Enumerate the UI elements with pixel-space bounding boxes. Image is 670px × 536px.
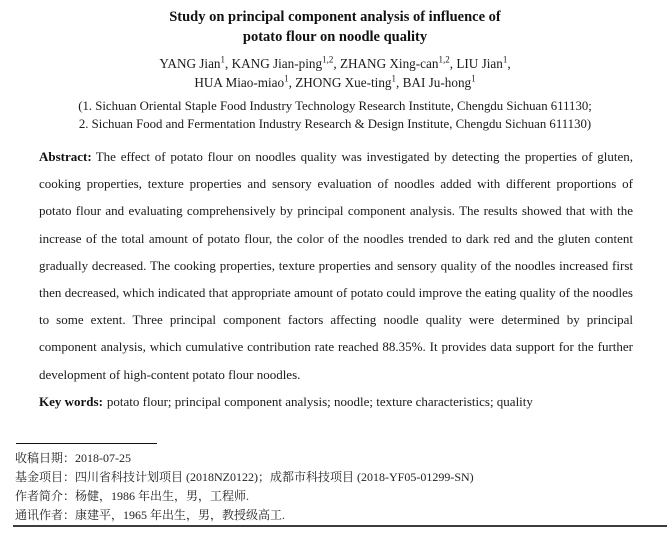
abstract-label: Abstract: [39, 149, 92, 164]
keywords-text: potato flour; principal component analysis; noodle; texture characteristics; quality [106, 393, 533, 409]
author-affiliation-superscript: 1 [391, 73, 397, 84]
footnote-label: 收稿日期： [15, 451, 76, 465]
footnote-received-date [15, 449, 655, 468]
author-affiliation-superscript: 1,2 [438, 54, 450, 65]
paper-title-line1: Study on principal component analysis of influence of [169, 9, 501, 25]
author-affiliation-superscript: 1 [502, 54, 508, 65]
author-separator: , [507, 56, 511, 71]
footnote-corresponding-author [15, 506, 655, 525]
footnote-author-bio [15, 487, 655, 506]
author: ZHANG Xing-can$^{1,2}$, [339, 54, 457, 71]
authors [0, 55, 670, 92]
footnote-label: 作者简介： [15, 489, 76, 503]
paper-title [0, 8, 670, 47]
author: ZHONG Xue-ting$^1$, [295, 73, 403, 90]
author: BAI Ju-hong$^1$ [402, 73, 476, 90]
author: KANG Jian-ping$^{1,2}$, [231, 54, 340, 71]
abstract-section [39, 143, 633, 415]
affiliation-line1: (1. Sichuan Oriental Staple Food Industry Technology Research Institute, Chengdu Sichuan 611130; [78, 99, 592, 113]
footnote-separator-rule [16, 443, 157, 444]
author-affiliation-superscript: 1 [220, 54, 226, 65]
authors-line1 [0, 55, 670, 74]
footnote-value: 四川省科技计划项目 (2018NZ0122)；成都市科技项目 (2018-YF05-01299-SN) [75, 470, 474, 484]
keywords-label: Key words: [39, 393, 103, 409]
abstract-paragraph [39, 143, 633, 388]
author-affiliation-superscript: 1 [284, 73, 289, 84]
paper-title-line2: potato flour on noodle quality [242, 28, 428, 45]
affiliation-line2: 2. Sichuan Food and Fermentation Industry Research & Design Institute, Chengdu Sichuan 611130) [78, 117, 592, 131]
author-separator: , [449, 56, 457, 71]
author-affiliation-superscript: 1,2 [322, 54, 334, 65]
author-separator: , [333, 56, 340, 71]
author: HUA Miao-miao$^1$, [194, 73, 296, 90]
keywords-paragraph [39, 388, 633, 415]
footnote-label: 通讯作者： [15, 508, 76, 522]
footnote-value: 杨健，1986 年出生，男，工程师. [75, 489, 250, 503]
footnote-label: 基金项目： [15, 470, 76, 484]
affiliations [0, 97, 670, 133]
footnote-value: 康建平，1965 年出生，男，教授级高工. [75, 508, 286, 522]
footnote-value: 2018-07-25 [75, 451, 132, 465]
authors-line2 [0, 74, 670, 93]
author-separator: , [288, 74, 296, 90]
page-bottom-rule [13, 525, 667, 527]
author: LIU Jian$^1$, [456, 54, 511, 71]
author-affiliation-superscript: 1 [471, 73, 476, 84]
author-separator: , [396, 74, 403, 90]
abstract-text: The effect of potato flour on noodles quality was investigated by detecting the properties of gluten, cooking properties, texture properties and sensory evaluation of noodles added with different proportions of potato flour and evaluating comprehensively by principal component analysis. The results showed that with the increase of the total amount of potato flour, the color of the noodles trended to dark red and the gluten content gradually decreased. The cooking properties, texture properties and sensory quality of the noodles increased first then decreased, which indicated that appropriate amount of potato could improve the eating quality of the noodles to some extent. Three principal component factors affecting noodle quality were determined by principal component analysis, which cumulative contribution rate reached 88.35%. It provides data support for the further development of high-content potato flour noodles. [39, 149, 633, 382]
footnote-funding [15, 468, 655, 487]
author: YANG Jian$^1$, [159, 54, 232, 71]
author-separator: , [225, 56, 232, 71]
footnotes-section [15, 437, 655, 525]
